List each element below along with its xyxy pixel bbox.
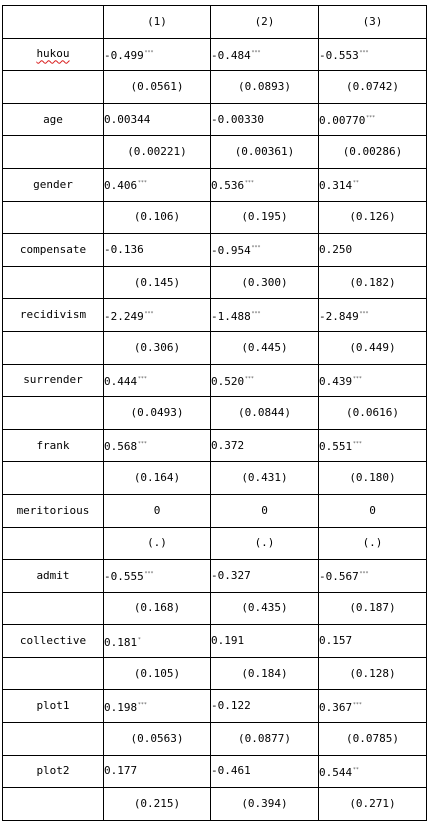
coef-cell <box>104 299 211 332</box>
row-label-hukou <box>3 38 104 71</box>
standard-error-cell: (0.00221) <box>104 136 211 169</box>
row-label-collective <box>3 625 104 658</box>
coef-cell <box>104 690 211 723</box>
coefficient-value: 0.568 <box>104 440 138 454</box>
standard-error-cell: (0.0877) <box>211 723 319 756</box>
table-row <box>3 690 427 723</box>
coefficient-value: 0.00770 <box>319 114 366 128</box>
variable-name: admit <box>36 568 70 582</box>
coef-cell <box>211 560 319 593</box>
table-row <box>3 592 427 625</box>
coef-cell <box>104 429 211 462</box>
standard-error-cell: (0.394) <box>211 788 319 821</box>
standard-error-cell: (0.182) <box>319 266 427 299</box>
significance-stars: *** <box>144 49 154 56</box>
variable-name: plot2 <box>36 764 70 778</box>
empty-label-cell <box>3 723 104 756</box>
table-row <box>3 429 427 462</box>
significance-stars: *** <box>138 180 148 187</box>
coef-cell <box>104 364 211 397</box>
significance-stars: ** <box>353 180 360 187</box>
standard-error-cell: (0.271) <box>319 788 427 821</box>
coef-cell <box>319 429 427 462</box>
coefficient-value: 0.551 <box>319 440 353 454</box>
standard-error-cell: (0.180) <box>319 462 427 495</box>
header-row <box>3 6 427 39</box>
coefficient-value: 0.444 <box>104 374 138 388</box>
table-row <box>3 755 427 788</box>
empty-label-cell <box>3 136 104 169</box>
coef-cell <box>104 38 211 71</box>
coefficient-value: 0.536 <box>211 179 245 193</box>
row-label-age <box>3 103 104 136</box>
standard-error-cell: (0.0616) <box>319 397 427 430</box>
coef-cell <box>319 560 427 593</box>
table-row <box>3 625 427 658</box>
empty-label-cell <box>3 788 104 821</box>
table-row <box>3 201 427 234</box>
coefficient-value: 0.406 <box>104 179 138 193</box>
empty-label-cell <box>3 201 104 234</box>
standard-error-cell: (0.106) <box>104 201 211 234</box>
coefficient-value: 0.314 <box>319 179 353 193</box>
variable-name: collective <box>19 634 87 648</box>
significance-stars: *** <box>251 49 261 56</box>
standard-error-cell: (0.00361) <box>211 136 319 169</box>
standard-error-cell: (.) <box>319 527 427 560</box>
table-row <box>3 103 427 136</box>
coefficient-value: 0.439 <box>319 374 353 388</box>
coef-cell <box>211 168 319 201</box>
row-label-plot1 <box>3 690 104 723</box>
significance-stars: *** <box>251 310 261 317</box>
coef-cell <box>211 429 319 462</box>
coefficient-value: 0 <box>153 503 161 517</box>
coefficient-value: -0.484 <box>211 48 251 62</box>
empty-label-cell <box>3 592 104 625</box>
coefficient-value: 0.181 <box>104 635 138 649</box>
table-row <box>3 364 427 397</box>
coef-cell <box>211 103 319 136</box>
standard-error-cell: (0.195) <box>211 201 319 234</box>
coef-cell <box>319 234 427 267</box>
variable-name: frank <box>36 438 70 452</box>
significance-stars: *** <box>138 701 148 708</box>
coef-cell <box>319 755 427 788</box>
table-row <box>3 168 427 201</box>
standard-error-cell: (0.0561) <box>104 71 211 104</box>
regression-table-body <box>3 6 427 821</box>
variable-name: surrender <box>23 373 83 387</box>
header-cell-model-3: (3) <box>319 6 427 39</box>
variable-name: compensate <box>19 242 87 256</box>
empty-label-cell <box>3 657 104 690</box>
row-label-frank <box>3 429 104 462</box>
standard-error-cell: (.) <box>211 527 319 560</box>
table-row <box>3 527 427 560</box>
table-row <box>3 397 427 430</box>
coefficient-value: 0.250 <box>319 242 353 256</box>
significance-stars: *** <box>353 441 363 448</box>
coefficient-value: 0.177 <box>104 764 138 778</box>
standard-error-cell: (0.215) <box>104 788 211 821</box>
coefficient-value: -0.567 <box>319 570 359 584</box>
standard-error-cell: (0.0844) <box>211 397 319 430</box>
coef-cell <box>104 625 211 658</box>
empty-label-cell <box>3 527 104 560</box>
significance-stars: *** <box>353 375 363 382</box>
coefficient-value: -0.553 <box>319 48 359 62</box>
coef-cell <box>211 625 319 658</box>
table-row <box>3 299 427 332</box>
empty-label-cell <box>3 462 104 495</box>
standard-error-cell: (0.164) <box>104 462 211 495</box>
variable-name: age <box>43 112 63 126</box>
empty-label-cell <box>3 71 104 104</box>
row-label-admit <box>3 560 104 593</box>
significance-stars: *** <box>366 115 376 122</box>
table-row <box>3 494 427 527</box>
variable-name: recidivism <box>19 308 87 322</box>
standard-error-cell: (0.128) <box>319 657 427 690</box>
header-cell-blank <box>3 6 104 39</box>
coefficient-value: -1.488 <box>211 309 251 323</box>
table-row <box>3 657 427 690</box>
coefficient-value: -0.136 <box>104 242 144 256</box>
empty-label-cell <box>3 331 104 364</box>
coefficient-value: 0 <box>369 503 376 517</box>
significance-stars: *** <box>359 49 369 56</box>
standard-error-cell: (0.0785) <box>319 723 427 756</box>
standard-error-cell: (0.431) <box>211 462 319 495</box>
table-row <box>3 71 427 104</box>
standard-error-cell: (0.445) <box>211 331 319 364</box>
standard-error-cell: (0.306) <box>104 331 211 364</box>
significance-stars: *** <box>251 245 261 252</box>
coefficient-value: -0.327 <box>211 568 251 582</box>
significance-stars: *** <box>245 375 255 382</box>
coef-cell <box>319 168 427 201</box>
coef-cell <box>211 755 319 788</box>
significance-stars: *** <box>245 180 255 187</box>
coef-cell <box>319 103 427 136</box>
table-row <box>3 38 427 71</box>
standard-error-cell: (0.168) <box>104 592 211 625</box>
coef-cell <box>211 690 319 723</box>
table-row <box>3 462 427 495</box>
coef-cell <box>319 364 427 397</box>
coefficient-value: -0.954 <box>211 244 251 258</box>
row-label-compensate <box>3 234 104 267</box>
coef-cell <box>319 299 427 332</box>
coefficient-value: 0.372 <box>211 438 245 452</box>
standard-error-cell: (0.0563) <box>104 723 211 756</box>
coef-cell <box>211 364 319 397</box>
header-cell-model-1: (1) <box>104 6 211 39</box>
significance-stars: *** <box>138 441 148 448</box>
standard-error-cell: (0.187) <box>319 592 427 625</box>
standard-error-cell: (0.449) <box>319 331 427 364</box>
coef-cell <box>104 103 211 136</box>
coef-cell <box>104 494 211 527</box>
coefficient-value: -2.849 <box>319 309 359 323</box>
coef-cell <box>319 690 427 723</box>
coefficient-value: 0.191 <box>211 634 245 648</box>
coef-cell <box>319 625 427 658</box>
significance-stars: *** <box>144 571 154 578</box>
coefficient-value: -0.122 <box>211 699 251 713</box>
empty-label-cell <box>3 397 104 430</box>
standard-error-cell: (0.0893) <box>211 71 319 104</box>
standard-error-cell: (0.0742) <box>319 71 427 104</box>
significance-stars: *** <box>359 310 369 317</box>
standard-error-cell: (0.145) <box>104 266 211 299</box>
table-row <box>3 723 427 756</box>
variable-name: plot1 <box>36 699 70 713</box>
coefficient-value: 0 <box>261 503 268 517</box>
table-row <box>3 136 427 169</box>
coef-cell <box>211 494 319 527</box>
coef-cell <box>104 234 211 267</box>
coefficient-value: -0.00330 <box>211 112 264 126</box>
regression-table <box>2 5 427 821</box>
coefficient-value: 0.520 <box>211 374 245 388</box>
table-row <box>3 331 427 364</box>
significance-stars: *** <box>353 701 363 708</box>
empty-label-cell <box>3 266 104 299</box>
significance-stars: *** <box>144 310 154 317</box>
coefficient-value: -0.555 <box>104 570 144 584</box>
table-row <box>3 234 427 267</box>
standard-error-cell: (0.0493) <box>104 397 211 430</box>
coefficient-value: 0.157 <box>319 634 353 648</box>
coef-cell <box>104 755 211 788</box>
coef-cell <box>104 560 211 593</box>
coefficient-value: -0.461 <box>211 764 251 778</box>
variable-name: meritorious <box>16 503 90 517</box>
coefficient-value: 0.198 <box>104 700 138 714</box>
row-label-gender <box>3 168 104 201</box>
standard-error-cell: (0.300) <box>211 266 319 299</box>
coefficient-value: 0.544 <box>319 765 353 779</box>
table-row <box>3 788 427 821</box>
standard-error-cell: (0.435) <box>211 592 319 625</box>
coefficient-value: -0.499 <box>104 48 144 62</box>
significance-stars: *** <box>138 375 148 382</box>
coef-cell <box>211 234 319 267</box>
row-label-plot2 <box>3 755 104 788</box>
standard-error-cell: (.) <box>104 527 211 560</box>
coef-cell <box>211 38 319 71</box>
variable-name: gender <box>33 177 73 191</box>
coefficient-value: -2.249 <box>104 309 144 323</box>
table-row <box>3 266 427 299</box>
coef-cell <box>319 494 427 527</box>
row-label-meritorious <box>3 494 104 527</box>
significance-stars: * <box>138 636 142 643</box>
row-label-surrender <box>3 364 104 397</box>
standard-error-cell: (0.126) <box>319 201 427 234</box>
coefficient-value: 0.00344 <box>104 112 151 126</box>
row-label-recidivism <box>3 299 104 332</box>
standard-error-cell: (0.00286) <box>319 136 427 169</box>
variable-name: hukou <box>36 47 70 61</box>
standard-error-cell: (0.105) <box>104 657 211 690</box>
coefficient-value: 0.367 <box>319 700 353 714</box>
coef-cell <box>211 299 319 332</box>
significance-stars: *** <box>359 571 369 578</box>
table-row <box>3 560 427 593</box>
coef-cell <box>319 38 427 71</box>
significance-stars: ** <box>353 766 360 773</box>
coef-cell <box>104 168 211 201</box>
header-cell-model-2: (2) <box>211 6 319 39</box>
standard-error-cell: (0.184) <box>211 657 319 690</box>
